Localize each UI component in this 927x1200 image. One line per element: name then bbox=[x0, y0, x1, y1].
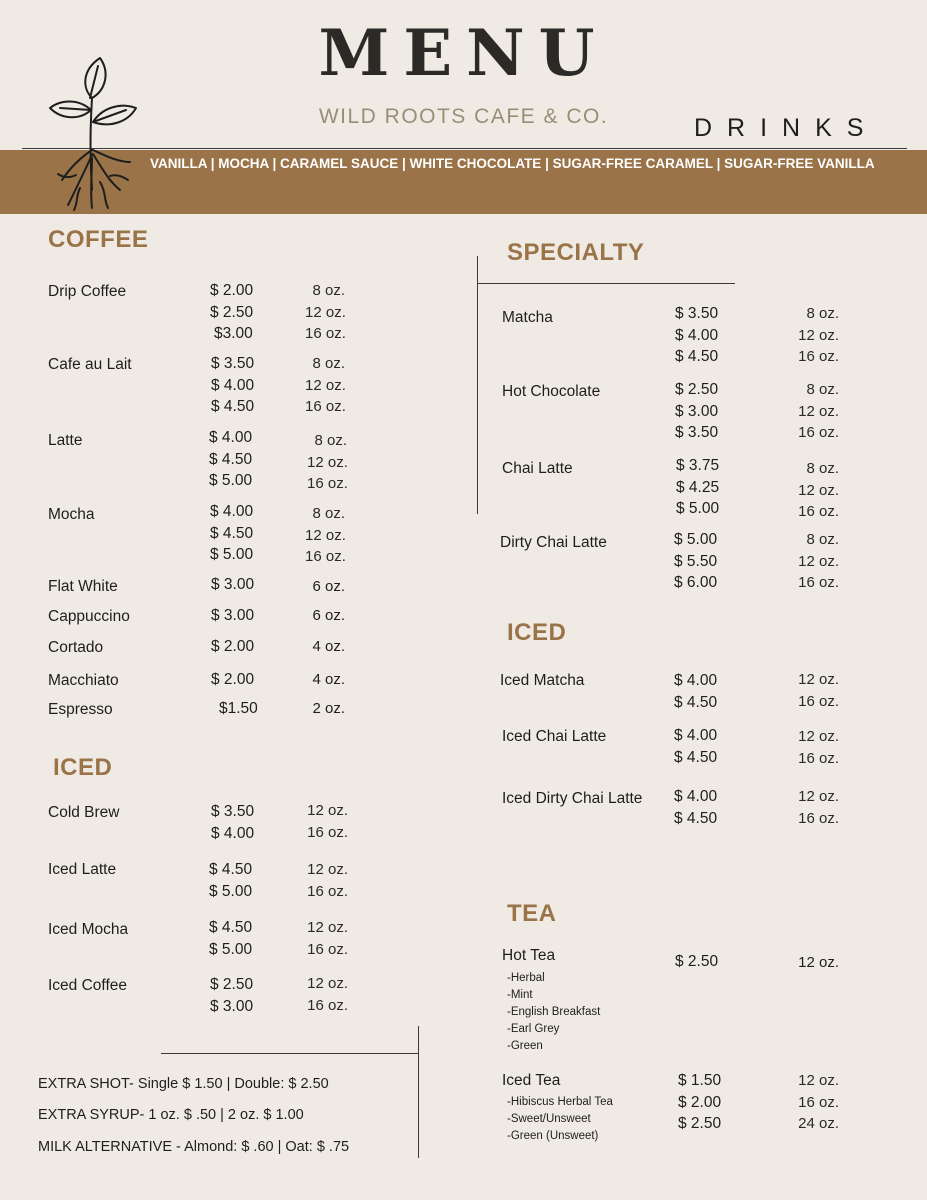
item-name: Flat White bbox=[48, 578, 118, 595]
item-prices bbox=[210, 280, 253, 345]
size: 16 oz. bbox=[798, 424, 839, 441]
item-prices bbox=[674, 529, 717, 594]
milk-alternative: MILK ALTERNATIVE - Almond: $ .60 | Oat: $ .75 bbox=[38, 1139, 350, 1155]
item-name: Iced Latte bbox=[48, 861, 117, 878]
price: $ 3.00 bbox=[210, 997, 254, 1015]
item-prices bbox=[210, 501, 253, 566]
size: 12 oz. bbox=[798, 402, 839, 420]
item-name: Iced Coffee bbox=[48, 977, 127, 994]
size: 12 oz. bbox=[798, 1072, 839, 1089]
item-prices bbox=[674, 786, 717, 829]
size: 12 oz. bbox=[307, 802, 348, 819]
heading-specialty: SPECIALTY bbox=[507, 239, 645, 266]
tea-option: -Herbal bbox=[507, 972, 545, 984]
tea-option: -Hibiscus Herbal Tea bbox=[507, 1096, 613, 1108]
price: $ 5.00 bbox=[209, 940, 253, 958]
price: $ 4.50 bbox=[674, 809, 718, 827]
item-name: Cappuccino bbox=[48, 608, 130, 625]
item-name: Macchiato bbox=[48, 672, 119, 689]
price: $ 4.00 bbox=[674, 727, 718, 744]
size: 12 oz. bbox=[307, 861, 348, 878]
item-prices bbox=[211, 801, 254, 844]
item-name: Iced Matcha bbox=[500, 672, 585, 689]
extras-vertical-divider bbox=[418, 1026, 419, 1158]
menu-title: MENU bbox=[318, 16, 609, 91]
section-title-drinks: DRINKS bbox=[694, 114, 879, 142]
price: $ 2.00 bbox=[678, 1093, 722, 1111]
size: 12 oz. bbox=[798, 671, 839, 688]
price: $ 4.50 bbox=[209, 861, 253, 878]
size: 12 oz. bbox=[798, 552, 839, 570]
item-name: Hot Tea bbox=[502, 947, 556, 964]
extras-divider bbox=[161, 1053, 418, 1054]
item-prices bbox=[674, 670, 717, 713]
item-sizes bbox=[305, 859, 348, 902]
item-prices bbox=[209, 859, 252, 902]
size: 12 oz. bbox=[798, 788, 839, 805]
price: $ 4.00 bbox=[211, 824, 255, 842]
item-sizes bbox=[795, 458, 839, 523]
tea-option: -Green (Unsweet) bbox=[507, 1130, 599, 1142]
price: $ 2.00 bbox=[210, 282, 254, 299]
item-sizes bbox=[795, 786, 839, 829]
cafe-name: WILD ROOTS CAFE & CO. bbox=[318, 105, 609, 128]
item-prices bbox=[209, 917, 252, 960]
item-name: Cafe au Lait bbox=[48, 356, 132, 373]
price: $1.50 bbox=[219, 700, 258, 717]
item-prices bbox=[675, 379, 718, 444]
price: $ 2.50 bbox=[678, 1115, 722, 1132]
item-name: Iced Tea bbox=[502, 1072, 561, 1089]
price: $ 4.00 bbox=[674, 672, 718, 689]
tea-option: -Earl Grey bbox=[507, 1023, 560, 1035]
item-sizes bbox=[795, 1070, 839, 1135]
price: $ 2.00 bbox=[211, 671, 255, 688]
size: 16 oz. bbox=[798, 503, 839, 520]
header-divider bbox=[22, 148, 907, 149]
price: $ 3.00 bbox=[211, 576, 255, 593]
item-sizes bbox=[795, 669, 839, 712]
item-sizes bbox=[305, 503, 345, 568]
size: 16 oz. bbox=[798, 809, 839, 827]
size: 12 oz. bbox=[798, 728, 839, 745]
size: 8 oz. bbox=[314, 432, 347, 449]
price: $ 6.00 bbox=[674, 574, 718, 591]
heading-iced-coffee: ICED bbox=[53, 754, 113, 781]
size: 16 oz. bbox=[307, 996, 348, 1014]
size: 12 oz. bbox=[798, 954, 839, 971]
plant-roots-logo-icon bbox=[30, 50, 145, 215]
tea-option: -English Breakfast bbox=[507, 1006, 601, 1018]
item-name: Espresso bbox=[48, 701, 113, 718]
item-sizes bbox=[795, 303, 839, 368]
tea-options bbox=[507, 970, 600, 1055]
price: $ 4.00 bbox=[674, 788, 718, 805]
size: 24 oz. bbox=[798, 1115, 839, 1132]
item-sizes bbox=[795, 529, 839, 594]
item-name: Chai Latte bbox=[502, 460, 573, 477]
size: 12 oz. bbox=[305, 526, 346, 544]
size: 12 oz. bbox=[305, 376, 346, 394]
item-name: Drip Coffee bbox=[48, 283, 127, 300]
size: 12 oz. bbox=[307, 453, 348, 471]
price: $ 5.00 bbox=[674, 531, 718, 548]
item-name: Iced Mocha bbox=[48, 921, 129, 938]
price: $ 5.00 bbox=[676, 500, 720, 517]
price: $ 4.00 bbox=[675, 326, 719, 344]
size: 8 oz. bbox=[806, 381, 839, 398]
price: $ 4.00 bbox=[210, 503, 254, 520]
size: 8 oz. bbox=[806, 305, 839, 322]
extra-shot: EXTRA SHOT- Single $ 1.50 | Double: $ 2.50 bbox=[38, 1076, 329, 1092]
size: 12 oz. bbox=[307, 975, 348, 992]
size: 6 oz. bbox=[312, 607, 345, 624]
item-sizes bbox=[305, 917, 348, 960]
item-name: Hot Chocolate bbox=[502, 383, 601, 400]
item-prices bbox=[675, 303, 718, 368]
size: 16 oz. bbox=[305, 548, 346, 565]
item-sizes bbox=[305, 800, 348, 843]
price: $ 3.00 bbox=[211, 607, 255, 624]
extra-syrup: EXTRA SYRUP- 1 oz. $ .50 | 2 oz. $ 1.00 bbox=[38, 1107, 304, 1123]
tea-option: -Mint bbox=[507, 989, 533, 1001]
item-name: Cortado bbox=[48, 639, 104, 656]
price: $ 2.50 bbox=[210, 303, 254, 321]
price: $ 4.00 bbox=[209, 429, 253, 446]
price: $ 1.50 bbox=[678, 1072, 722, 1089]
size: 16 oz. bbox=[307, 940, 348, 958]
price: $ 4.50 bbox=[210, 524, 254, 542]
size: 16 oz. bbox=[305, 398, 346, 415]
item-prices bbox=[211, 353, 254, 418]
price: $ 2.50 bbox=[675, 953, 719, 970]
item-name: Iced Chai Latte bbox=[502, 728, 607, 745]
price: $ 4.50 bbox=[674, 748, 718, 766]
item-sizes bbox=[795, 726, 839, 769]
size: 6 oz. bbox=[312, 578, 345, 595]
price: $ 3.50 bbox=[675, 424, 719, 441]
item-name: Mocha bbox=[48, 506, 95, 523]
item-name: Dirty Chai Latte bbox=[500, 534, 607, 551]
price: $ 5.00 bbox=[209, 882, 253, 900]
item-prices bbox=[674, 725, 717, 768]
price: $ 4.50 bbox=[209, 450, 253, 468]
size: 12 oz. bbox=[798, 481, 839, 499]
price: $ 4.50 bbox=[674, 693, 718, 711]
tea-option: -Sweet/Unsweet bbox=[507, 1113, 591, 1125]
price: $ 4.25 bbox=[676, 478, 720, 496]
heading-coffee: COFFEE bbox=[48, 226, 149, 253]
item-name: Matcha bbox=[502, 309, 553, 326]
item-prices bbox=[678, 1070, 721, 1135]
size: 16 oz. bbox=[798, 749, 839, 767]
size: 16 oz. bbox=[307, 823, 348, 841]
size: 16 oz. bbox=[798, 348, 839, 365]
item-sizes bbox=[305, 973, 348, 1016]
size: 16 oz. bbox=[798, 1093, 839, 1111]
price: $ 3.00 bbox=[675, 402, 719, 420]
price: $ 2.50 bbox=[210, 976, 254, 993]
size: 16 oz. bbox=[798, 692, 839, 710]
size: 8 oz. bbox=[312, 282, 345, 299]
size: 8 oz. bbox=[312, 355, 345, 372]
size: 12 oz. bbox=[305, 303, 346, 321]
price: $ 5.00 bbox=[209, 472, 253, 489]
price: $ 3.50 bbox=[211, 803, 255, 820]
size: 4 oz. bbox=[312, 671, 345, 688]
size: 4 oz. bbox=[312, 638, 345, 655]
size: 8 oz. bbox=[806, 460, 839, 477]
size: 8 oz. bbox=[806, 531, 839, 548]
price: $ 2.50 bbox=[675, 381, 719, 398]
price: $ 2.00 bbox=[211, 638, 255, 655]
size: 16 oz. bbox=[305, 325, 346, 342]
price: $ 3.50 bbox=[211, 355, 255, 372]
tea-option: -Green bbox=[507, 1040, 543, 1052]
size: 16 oz. bbox=[307, 882, 348, 900]
price: $ 3.50 bbox=[675, 305, 719, 322]
size: 8 oz. bbox=[312, 505, 345, 522]
item-prices bbox=[209, 427, 252, 492]
price: $ 4.00 bbox=[211, 376, 255, 394]
item-name: Iced Dirty Chai Latte bbox=[502, 790, 643, 807]
price: $ 4.50 bbox=[675, 348, 719, 365]
price: $ 4.50 bbox=[209, 919, 253, 936]
item-prices bbox=[676, 455, 719, 520]
specialty-vertical-divider bbox=[477, 256, 478, 514]
size: 2 oz. bbox=[312, 700, 345, 717]
item-sizes bbox=[305, 353, 345, 418]
tea-options bbox=[507, 1094, 613, 1145]
item-sizes bbox=[305, 280, 345, 345]
price: $ 3.75 bbox=[676, 457, 720, 474]
heading-tea: TEA bbox=[507, 900, 557, 927]
price: $ 5.50 bbox=[674, 552, 718, 570]
heading-iced-specialty: ICED bbox=[507, 619, 567, 646]
price: $3.00 bbox=[214, 325, 253, 342]
size: 16 oz. bbox=[307, 475, 348, 492]
item-name: Cold Brew bbox=[48, 804, 120, 821]
item-sizes bbox=[795, 379, 839, 444]
price: $ 5.00 bbox=[210, 546, 254, 563]
item-prices bbox=[210, 974, 253, 1017]
size: 12 oz. bbox=[307, 919, 348, 936]
item-sizes bbox=[307, 430, 347, 495]
item-name: Latte bbox=[48, 432, 83, 449]
size: 16 oz. bbox=[798, 574, 839, 591]
syrup-flavors: VANILLA | MOCHA | CARAMEL SAUCE | WHITE CHOCOLATE | SUGAR-FREE CARAMEL | SUGAR-FREE VANILLA bbox=[150, 156, 875, 171]
specialty-divider bbox=[477, 283, 735, 284]
price: $ 4.50 bbox=[211, 398, 255, 415]
size: 12 oz. bbox=[798, 326, 839, 344]
